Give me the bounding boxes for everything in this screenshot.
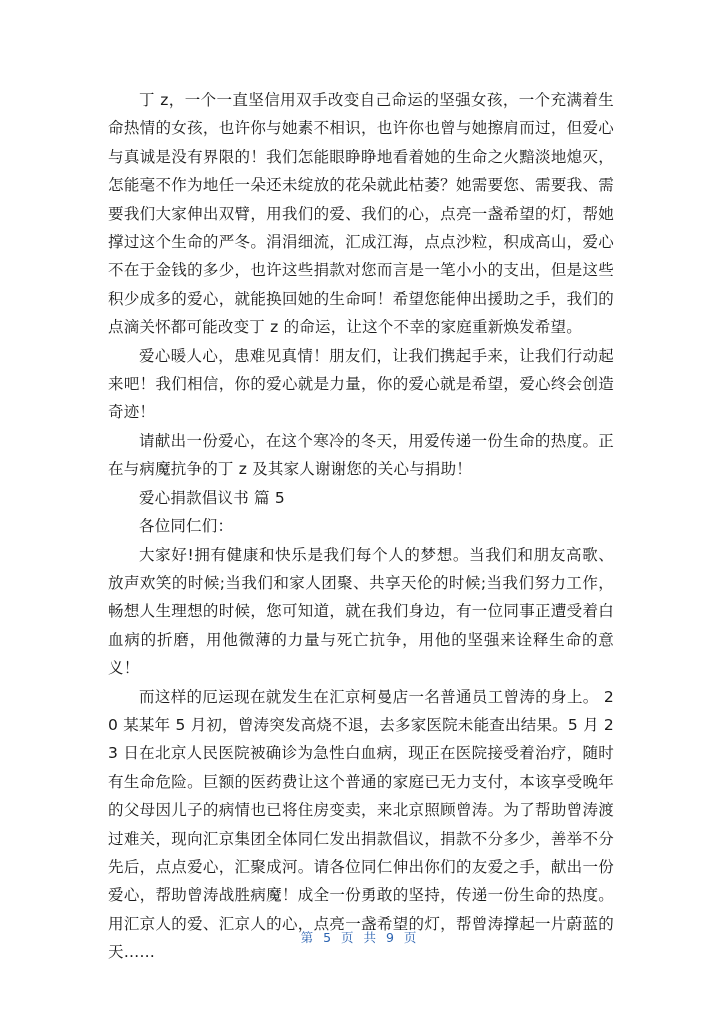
paragraph-zengtao-story: 而这样的厄运现在就发生在汇京柯曼店一名普通员工曾涛的身上。 20 某某年 5 月初，曾涛突发高烧不退，去多家医院未能查出结果。5 月 23 日在北京人民医院被确诊为急性白血病，现正在医院接受着治疗，随时有生命危险。巨额的医药费让这个普通的家庭已无力支付，本该享受晚年的父母因儿子的病情也已将住房变卖，来北京照顾曾涛。为了帮助曾涛渡过难关，现向汇京集团全体同仁发出捐款倡议，捐款不分多少，善举不分先后，点点爱心，汇聚成河。请各位同仁伸出你们的友爱之手，献出一份爱心，帮助曾涛战胜病魔！成全一份勇敢的坚持，传递一份生命的热度。用汇京人的爱、汇京人的心，点亮一盏希望的灯，帮曾涛撑起一片蔚蓝的天…… xyxy=(108,687,614,962)
document-body xyxy=(108,86,614,967)
paragraph-please-donate: 请献出一份爱心，在这个寒冷的冬天，用爱传递一份生命的热度。正在与病魔抗争的丁 z 及其家人谢谢您的关心与捐助！ xyxy=(108,431,614,479)
paragraph-love-warms: 爱心暖人心，患难见真情！朋友们，让我们携起手来，让我们行动起来吧！我们相信，你的爱心就是力量，你的爱心就是希望，爱心终会创造奇迹！ xyxy=(108,346,614,422)
paragraph-greeting: 大家好!拥有健康和快乐是我们每个人的梦想。当我们和朋友高歌、放声欢笑的时候;当我们和家人团聚、共享天伦的时候;当我们努力工作，畅想人生理想的时候，您可知道，就在我们身边，有一位同事正遭受着白血病的折磨，用他微薄的力量与死亡抗争，用他的坚强来诠释生命的意义！ xyxy=(108,545,614,678)
section-title: 爱心捐款倡议书 篇 5 xyxy=(139,488,285,507)
paragraph-appeal-dingz: 丁 z，一个一直坚信用双手改变自己命运的坚强女孩，一个充满着生命热情的女孩，也许你与她素不相识，也许你也曾与她擦肩而过，但爱心与真诚是没有界限的！我们怎能眼睁睁地看着她的生命之火黯淡地熄灭，怎能毫不作为地任一朵还未绽放的花朵就此枯萎？她需要您、需要我、需要我们大家伸出双臂，用我们的爱、我们的心，点亮一盏希望的灯，帮她撑过这个生命的严冬。涓涓细流，汇成江海，点点沙粒，积成高山，爱心不在于金钱的多少，也许这些捐款对您而言是一笔小小的支出，但是这些积少成多的爱心，就能换回她的生命呵！希望您能伸出援助之手，我们的点滴关怀都可能改变丁 z 的命运，让这个不幸的家庭重新焕发希望。 xyxy=(108,91,614,337)
salutation: 各位同仁们： xyxy=(139,517,234,536)
page-number-footer: 第 5 页 共 9 页 xyxy=(300,930,420,945)
